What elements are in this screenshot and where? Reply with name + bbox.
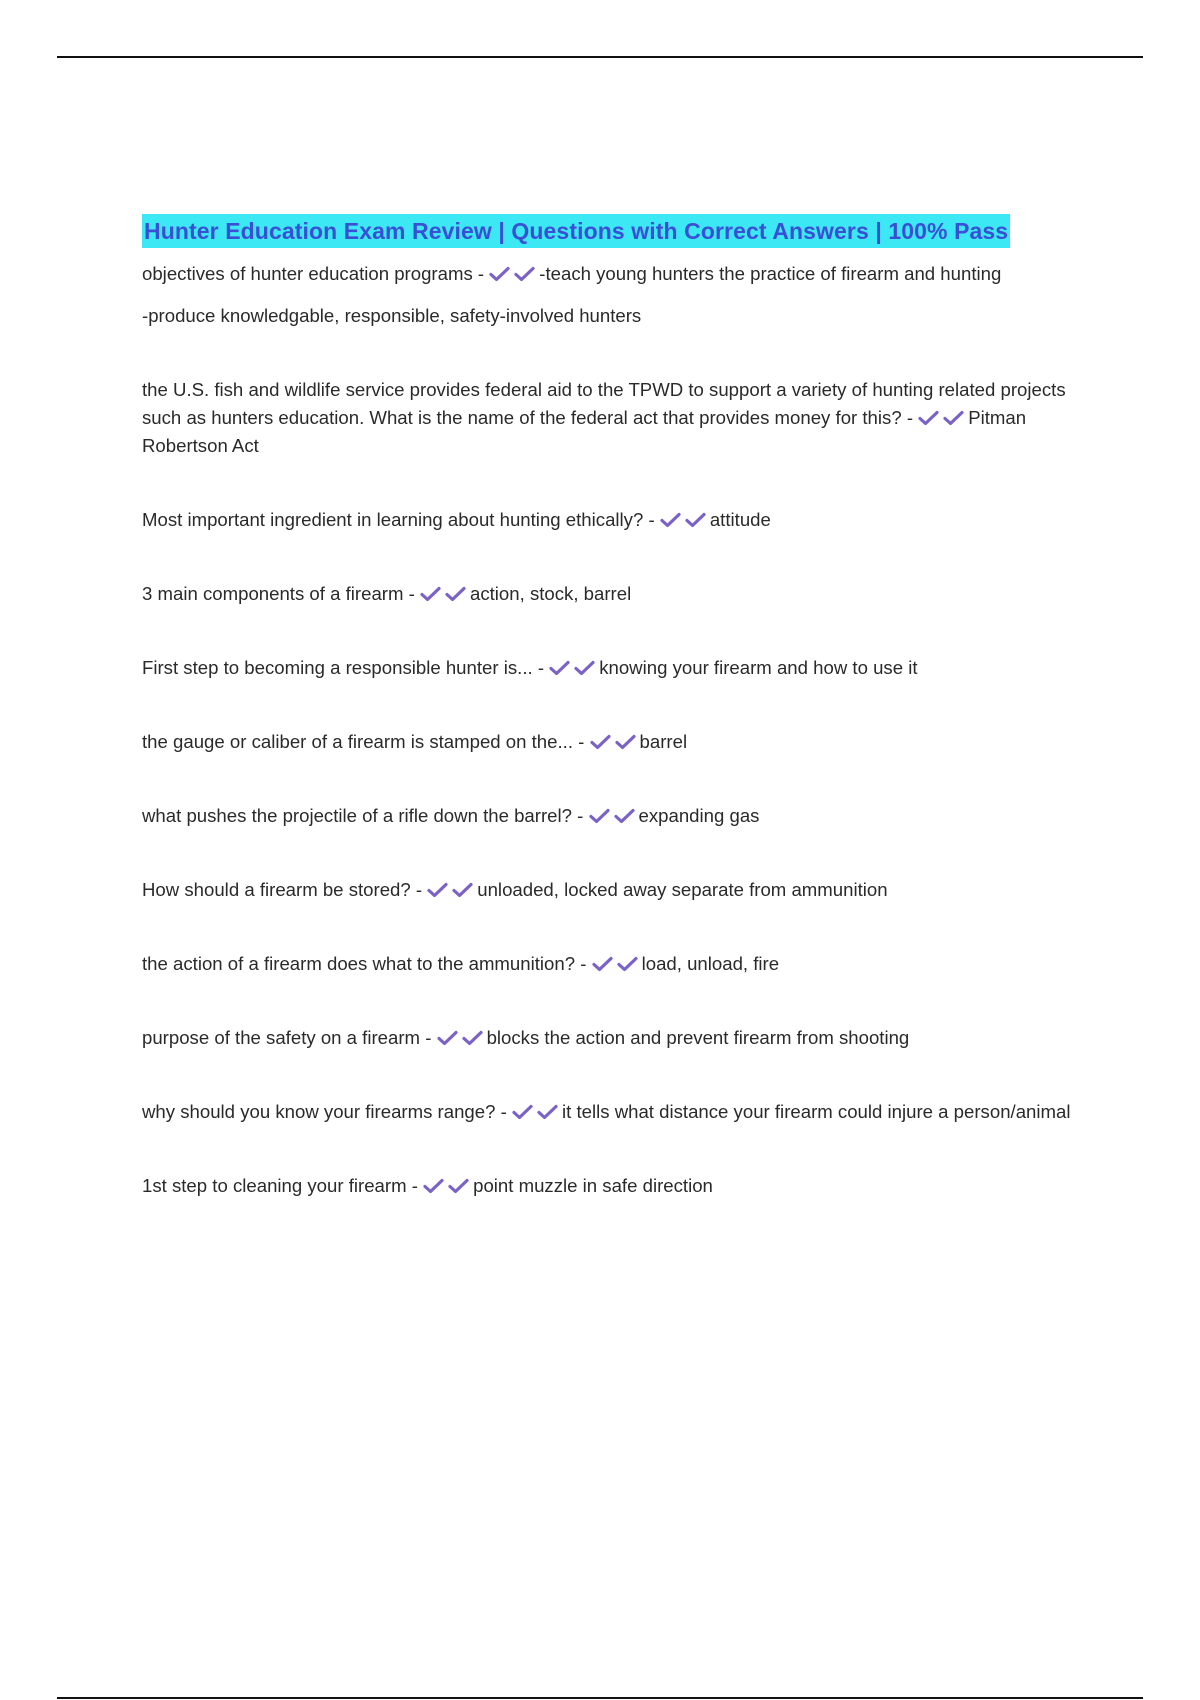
qa-separator: - (575, 953, 592, 974)
qa-item (142, 1098, 1072, 1126)
document-title-text: Hunter Education Exam Review | Questions with Correct Answers | 100% Pass (142, 214, 1010, 248)
question-text: purpose of the safety on a firearm (142, 1027, 421, 1048)
answer-continuation: -produce knowledgable, responsible, safety-involved hunters (142, 305, 642, 326)
page-bottom-rule (57, 1697, 1143, 1699)
question-text: the U.S. fish and wildlife service provides federal aid to the TPWD to support a variety of hunting related projects such as hunters education. What is the name of the federal act that provides money for this? (142, 379, 1066, 428)
checkmark-icon (617, 956, 638, 972)
checkmark-icon (462, 1030, 483, 1046)
qa-item (142, 1172, 1072, 1200)
checkmark-icon (448, 1178, 469, 1194)
qa-item (142, 728, 1072, 756)
qa-item (142, 506, 1072, 534)
checkmark-icon (589, 808, 610, 824)
checkmark-icon (423, 1178, 444, 1194)
qa-item (142, 1024, 1072, 1052)
checkmark-icon (590, 734, 611, 750)
question-text: why should you know your firearms range? (142, 1101, 496, 1122)
qa-item (142, 580, 1072, 608)
answer-text: knowing your firearm and how to use it (599, 657, 918, 678)
qa-item (142, 876, 1072, 904)
checkmark-icon (452, 882, 473, 898)
qa-item (142, 376, 1072, 460)
answer-text: barrel (639, 731, 688, 752)
qa-separator: - (472, 263, 490, 284)
checkmark-icon (685, 512, 706, 528)
checkmark-icon (489, 266, 510, 282)
question-text: First step to becoming a responsible hunter is... (142, 657, 533, 678)
qa-separator: - (901, 407, 919, 428)
qa-list (142, 260, 1072, 1200)
question-text: the gauge or caliber of a firearm is stamped on the... (142, 731, 573, 752)
qa-separator: - (406, 1175, 424, 1196)
checkmark-icon (918, 410, 939, 426)
page-top-rule (57, 56, 1143, 58)
checkmark-icon (537, 1104, 558, 1120)
document-title (142, 214, 1072, 248)
qa-separator: - (410, 879, 428, 900)
answer-text: attitude (709, 509, 771, 530)
qa-separator: - (571, 805, 589, 826)
checkmark-icon (420, 586, 441, 602)
answer-text: it tells what distance your firearm could injure a person/animal (562, 1101, 1071, 1122)
checkmark-icon (574, 660, 595, 676)
question-text: what pushes the projectile of a rifle down the barrel? (142, 805, 572, 826)
qa-separator: - (420, 1027, 437, 1048)
question-text: 1st step to cleaning your firearm (142, 1175, 407, 1196)
question-text: the action of a firearm does what to the ammunition? (142, 953, 576, 974)
answer-text: -teach young hunters the practice of firearm and hunting (539, 263, 1002, 284)
answer-text: Pitman Robertson Act (142, 407, 1027, 456)
qa-separator: - (573, 731, 590, 752)
checkmark-icon (615, 734, 636, 750)
checkmark-icon (660, 512, 681, 528)
qa-item (142, 802, 1072, 830)
qa-separator: - (643, 509, 660, 530)
checkmark-icon (427, 882, 448, 898)
question-text: objectives of hunter education programs (142, 263, 473, 284)
answer-text: unloaded, locked away separate from ammunition (477, 879, 888, 900)
checkmark-icon (514, 266, 535, 282)
checkmark-icon (614, 808, 635, 824)
answer-text: blocks the action and prevent firearm from shooting (486, 1027, 910, 1048)
checkmark-icon (445, 586, 466, 602)
checkmark-icon (592, 956, 613, 972)
question-text: 3 main components of a firearm (142, 583, 404, 604)
question-text: Most important ingredient in learning about hunting ethically? (142, 509, 644, 530)
answer-text: action, stock, barrel (470, 583, 632, 604)
checkmark-icon (549, 660, 570, 676)
qa-item (142, 950, 1072, 978)
checkmark-icon (943, 410, 964, 426)
answer-text: load, unload, fire (641, 953, 780, 974)
qa-separator: - (403, 583, 420, 604)
answer-text: expanding gas (638, 805, 760, 826)
qa-item (142, 654, 1072, 682)
question-text: How should a firearm be stored? (142, 879, 411, 900)
qa-separator: - (532, 657, 550, 678)
answer-text: point muzzle in safe direction (473, 1175, 713, 1196)
qa-item (142, 260, 1072, 288)
checkmark-icon (512, 1104, 533, 1120)
checkmark-icon (437, 1030, 458, 1046)
document-body (142, 214, 1072, 1200)
qa-separator: - (495, 1101, 512, 1122)
